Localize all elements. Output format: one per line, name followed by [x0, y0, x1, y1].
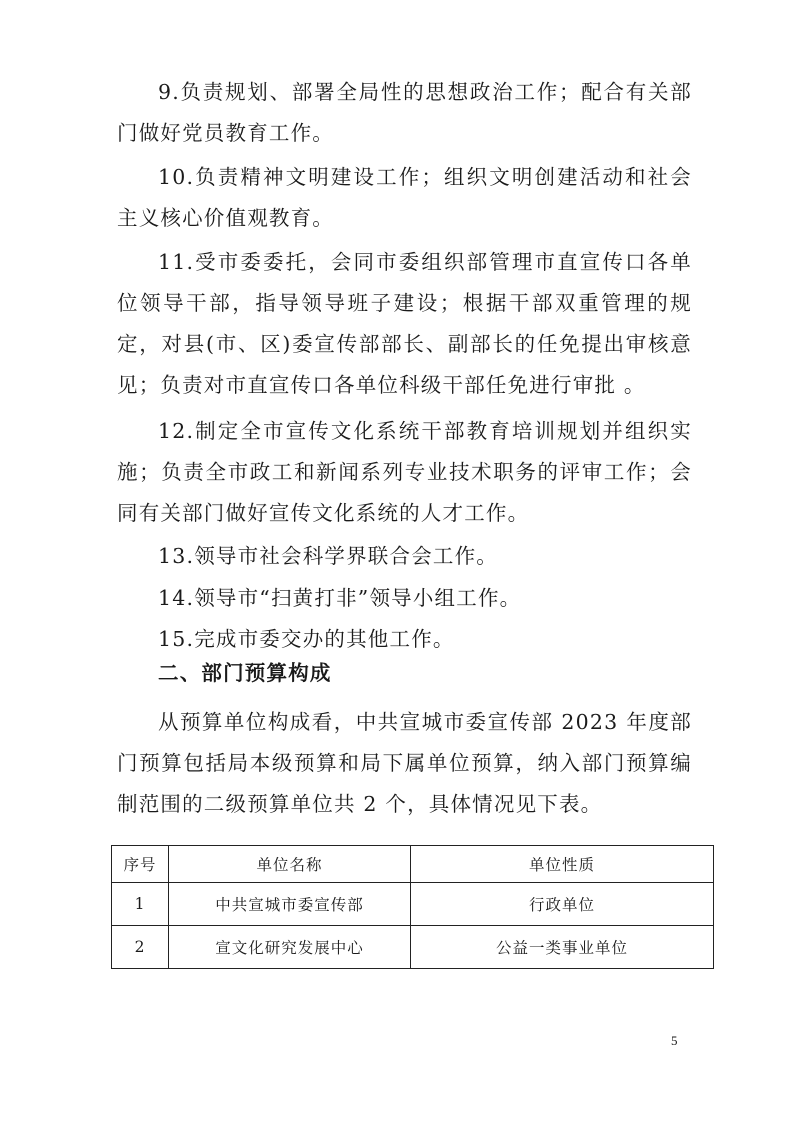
header-unit-type: 单位性质	[411, 846, 714, 883]
paragraph-item-10: 10.负责精神文明建设工作；组织文明创建活动和社会主义核心价值观教育。	[117, 165, 692, 230]
intro-paragraph: 从预算单位构成看，中共宣城市委宣传部 2023 年度部门预算包括局本级预算和局下属单位预算，纳入部门预算编制范围的二级预算单位共 2 个，具体情况见下表。	[117, 710, 692, 816]
cell-unit-name: 宣文化研究发展中心	[169, 926, 411, 969]
header-index: 序号	[112, 846, 169, 883]
header-unit-name: 单位名称	[169, 846, 411, 883]
cell-unit-name: 中共宣城市委宣传部	[169, 883, 411, 926]
cell-unit-type: 行政单位	[411, 883, 714, 926]
paragraph-item-11: 11.受市委委托，会同市委组织部管理市直宣传口各单位领导干部，指导领导班子建设；根据干部双重管理的规定，对县(市、区)委宣传部部长、副部长的任免提出审核意见；负责对市直宣传口各单位科级干部任免进行审批 。	[117, 250, 692, 397]
cell-index: 1	[112, 883, 169, 926]
page-number: 5	[671, 1033, 678, 1048]
cell-unit-type: 公益一类事业单位	[411, 926, 714, 969]
paragraph-item-14: 14.领导市“扫黄打非”领导小组工作。	[158, 586, 522, 610]
table-row	[112, 926, 714, 969]
table-row	[112, 883, 714, 926]
table-header-row	[112, 846, 714, 883]
paragraph-item-9: 9.负责规划、部署全局性的思想政治工作；配合有关部门做好党员教育工作。	[117, 80, 692, 145]
budget-units-table	[111, 845, 714, 969]
section-heading: 二、部门预算构成	[158, 661, 332, 685]
paragraph-item-12: 12.制定全市宣传文化系统干部教育培训规划并组织实施；负责全市政工和新闻系列专业技术职务的评审工作；会同有关部门做好宣传文化系统的人才工作。	[117, 419, 692, 525]
paragraph-item-13: 13.领导市社会科学界联合会工作。	[158, 544, 499, 568]
paragraph-item-15: 15.完成市委交办的其他工作。	[158, 627, 455, 651]
cell-index: 2	[112, 926, 169, 969]
